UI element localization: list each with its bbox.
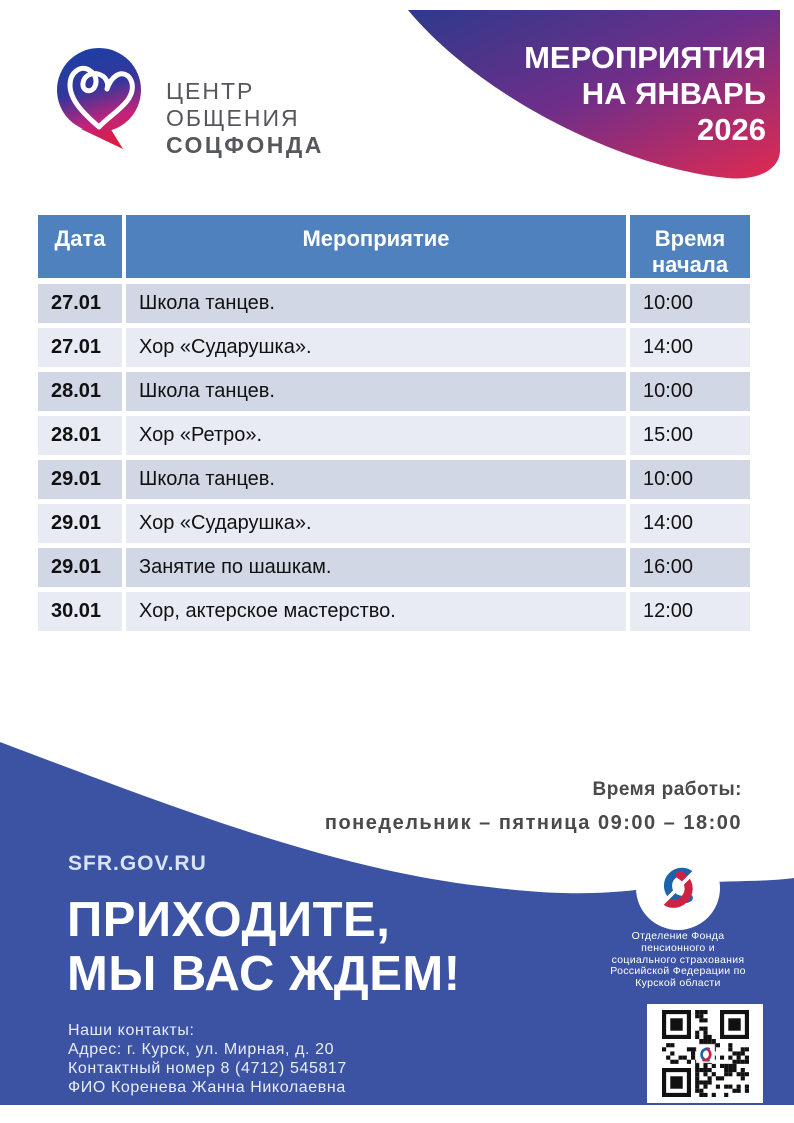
events-table <box>38 215 750 636</box>
event-date-cell: 29.01 <box>38 504 126 548</box>
website-url: SFR.GOV.RU <box>68 852 207 875</box>
event-name-cell: Хор «Сударушка». <box>126 328 630 372</box>
event-date-cell: 27.01 <box>38 284 126 328</box>
event-date-cell: 28.01 <box>38 372 126 416</box>
table-row <box>38 460 750 504</box>
table-row <box>38 592 750 636</box>
brand-line-3: СОЦФОНДА <box>166 132 324 158</box>
table-row <box>38 372 750 416</box>
event-time-cell: 14:00 <box>630 328 750 372</box>
event-time-cell: 10:00 <box>630 284 750 328</box>
banner-title-line-3: 2026 <box>697 112 766 147</box>
sfr-logo-circle <box>636 846 720 930</box>
event-name-cell: Школа танцев. <box>126 372 630 416</box>
working-hours-value: понедельник – пятница 09:00 – 18:00 <box>324 812 742 834</box>
headline <box>67 893 461 1001</box>
event-time-cell: 12:00 <box>630 592 750 636</box>
headline-line-2: МЫ ВАС ЖДЕМ! <box>67 947 461 1001</box>
event-name-cell: Занятие по шашкам. <box>126 548 630 592</box>
banner-title-line-2: НА ЯНВАРЬ <box>581 76 766 111</box>
brand-line-1: ЦЕНТР <box>166 78 255 104</box>
banner-title <box>524 40 766 148</box>
event-date-cell: 29.01 <box>38 548 126 592</box>
table-row <box>38 416 750 460</box>
event-date-cell: 27.01 <box>38 328 126 372</box>
brand-text <box>166 78 324 159</box>
qr-code-pattern <box>662 1010 749 1097</box>
event-time-cell: 14:00 <box>630 504 750 548</box>
org-caption: Отделение Фонда пенсионного и социального страхования Российской Федерации по Курской области <box>610 930 746 990</box>
contacts-block <box>68 1021 347 1097</box>
table-row <box>38 504 750 548</box>
table-row <box>38 328 750 372</box>
event-date-cell: 30.01 <box>38 592 126 636</box>
event-date-cell: 28.01 <box>38 416 126 460</box>
event-time-cell: 15:00 <box>630 416 750 460</box>
brand-line-2: ОБЩЕНИЯ <box>166 105 300 131</box>
event-name-cell: Хор, актерское мастерство. <box>126 592 630 636</box>
column-header-event: Мероприятие <box>126 215 630 284</box>
event-name-cell: Школа танцев. <box>126 284 630 328</box>
table-row <box>38 284 750 328</box>
event-time-cell: 16:00 <box>630 548 750 592</box>
event-time-cell: 10:00 <box>630 372 750 416</box>
column-header-date: Дата <box>38 215 126 284</box>
table-header-row <box>38 215 750 284</box>
contact-phone: Контактный номер 8 (4712) 545817 <box>68 1060 347 1077</box>
contact-person: ФИО Коренева Жанна Николаевна <box>68 1079 346 1096</box>
qr-code <box>647 1004 763 1103</box>
event-time-cell: 10:00 <box>630 460 750 504</box>
working-hours-label: Время работы: <box>592 779 742 800</box>
banner-title-line-1: МЕРОПРИЯТИЯ <box>524 40 766 75</box>
heart-speech-bubble-logo <box>55 46 145 154</box>
contact-address: Адрес: г. Курск, ул. Мирная, д. 20 <box>68 1041 335 1058</box>
contacts-title: Наши контакты: <box>68 1022 195 1039</box>
sfr-emblem-icon <box>651 861 705 915</box>
event-name-cell: Школа танцев. <box>126 460 630 504</box>
column-header-time: Время начала <box>630 215 750 284</box>
event-name-cell: Хор «Ретро». <box>126 416 630 460</box>
event-date-cell: 29.01 <box>38 460 126 504</box>
headline-line-1: ПРИХОДИТЕ, <box>67 893 391 947</box>
table-row <box>38 548 750 592</box>
event-name-cell: Хор «Сударушка». <box>126 504 630 548</box>
